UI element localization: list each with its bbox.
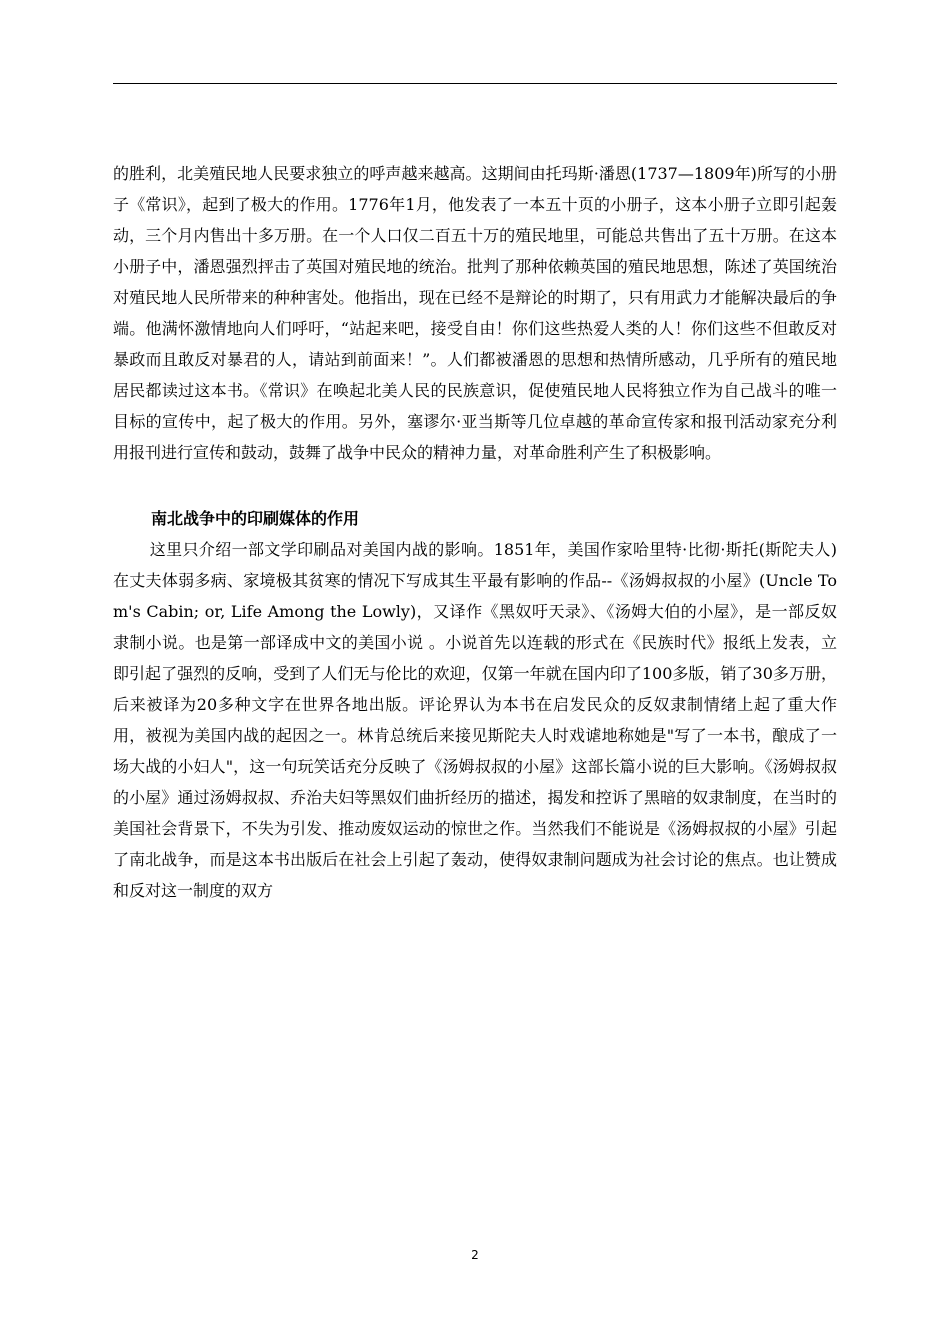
page-body [113,158,837,906]
header-rule [113,83,837,84]
page-number: 2 [471,1248,479,1262]
paragraph-common-sense: 的胜利，北美殖民地人民要求独立的呼声越来越高。这期间由托玛斯·潘恩(1737—1809年)所写的小册子《常识》，起到了极大的作用。1776年1月，他发表了一本五十页的小册子，这本小册子立即引起轰动，三个月内售出十多万册。在一个人口仅二百五十万的殖民地里，可能总共售出了五十万册。在这本小册子中，潘恩强烈抨击了英国对殖民地的统治。批判了那种依赖英国的殖民地思想，陈述了英国统治对殖民地人民所带来的种种害处。他指出，现在已经不是辩论的时期了，只有用武力才能解决最后的争端。他满怀激情地向人们呼吁，“站起来吧，接受自由！你们这些热爱人类的人！你们这些不但敢反对暴政而且敢反对暴君的人，请站到前面来！”。人们都被潘恩的思想和热情所感动，几乎所有的殖民地居民都读过这本书。《常识》在唤起北美人民的民族意识，促使殖民地人民将独立作为自己战斗的唯一目标的宣传中，起了极大的作用。另外，塞谬尔·亚当斯等几位卓越的革命宣传家和报刊活动家充分利用报刊进行宣传和鼓动，鼓舞了战争中民众的精神力量，对革命胜利产生了积极影响。 [113,164,837,462]
paragraph-uncle-toms-cabin: 这里只介绍一部文学印刷品对美国内战的影响。1851年，美国作家哈里特·比彻·斯托(斯陀夫人)在丈夫体弱多病、家境极其贫寒的情况下写成其生平最有影响的作品--《汤姆叔叔的小屋》(Uncle Tom's Cabin; or, Life Among the Lowly)，又译作《黑奴吁天录》、《汤姆大伯的小屋》，是一部反奴隶制小说。也是第一部译成中文的美国小说 。小说首先以连载的形式在《民族时代》报纸上发表，立即引起了强烈的反响，受到了人们无与伦比的欢迎，仅第一年就在国内印了100多版，销了30多万册，后来被译为20多种文字在世界各地出版。评论界认为本书在启发民众的反奴隶制情绪上起了重大作用，被视为美国内战的起因之一。林肯总统后来接见斯陀夫人时戏谑地称她是"写了一本书，酿成了一场大战的小妇人"，这一句玩笑话充分反映了《汤姆叔叔的小屋》这部长篇小说的巨大影响。《汤姆叔叔的小屋》通过汤姆叔叔、乔治夫妇等黑奴们曲折经历的描述，揭发和控诉了黑暗的奴隶制度，在当时的美国社会背景下，不失为引发、推动废奴运动的惊世之作。当然我们不能说是《汤姆叔叔的小屋》引起了南北战争，而是这本书出版后在社会上引起了轰动，使得奴隶制问题成为社会讨论的焦点。也让赞成和反对这一制度的双方 [113,540,837,900]
section-heading: 南北战争中的印刷媒体的作用 [151,509,360,528]
